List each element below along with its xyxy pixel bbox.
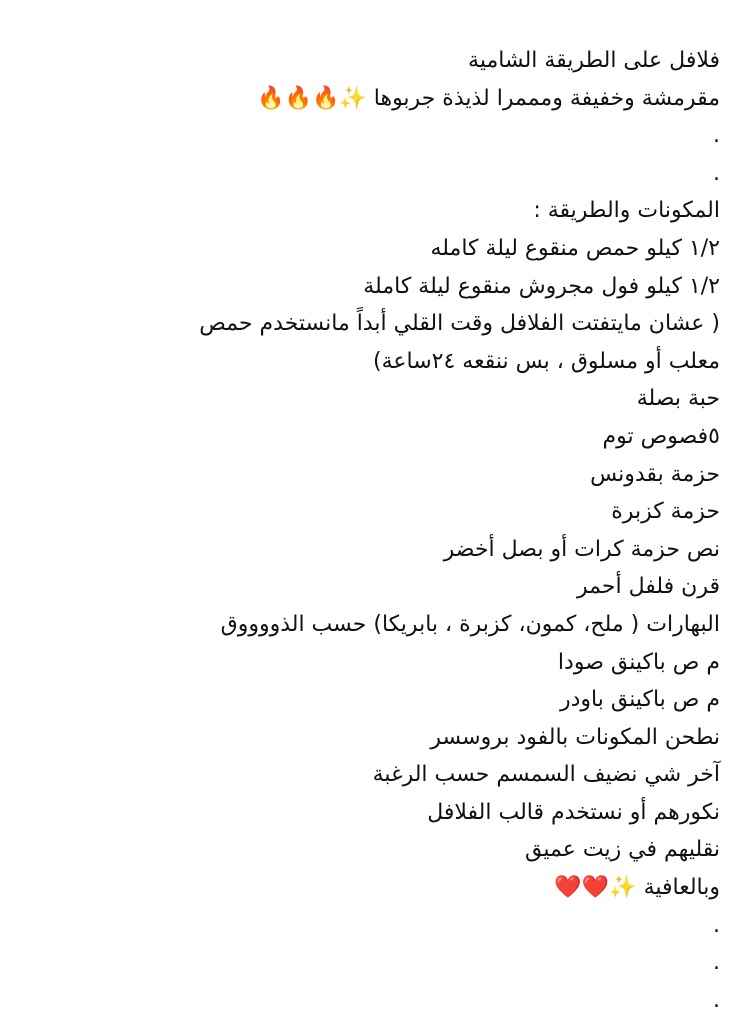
note-line-text: ( عشان مايتفتت الفلافل وقت القلي أبداً مانستخدم حمص: [199, 311, 720, 337]
note-line-text: .: [713, 160, 720, 186]
note-line: [30, 343, 720, 381]
note-line: [30, 719, 720, 757]
note-line: [30, 944, 720, 982]
note-line: [30, 493, 720, 531]
note-line-text: آخر شي نضيف السمسم حسب الرغبة: [372, 762, 720, 788]
note-line: [30, 531, 720, 569]
note-line: [30, 456, 720, 494]
note-line-text: نقليهم في زيت عميق: [525, 837, 720, 863]
note-line-text: ١/٢ كيلو حمص منقوع ليلة كامله: [430, 235, 720, 261]
note-line-text: المكونات والطريقة :: [533, 198, 720, 224]
note-line-text: .: [713, 987, 720, 1013]
note-line-text: نكورهم أو نستخدم قالب الفلافل: [427, 799, 720, 825]
note-line-text: ١/٢ كيلو فول مجروش منقوع ليلة كاملة: [363, 273, 720, 299]
note-line: [30, 380, 720, 418]
note-line: [30, 418, 720, 456]
note-line: [30, 305, 720, 343]
note-line-text: حبة بصلة: [636, 386, 720, 412]
note-line-text: وبالعافية: [643, 875, 720, 901]
note-line: [30, 869, 720, 907]
note-line-text: فلافل على الطريقة الشامية: [468, 48, 720, 73]
note-line-text: معلب أو مسلوق ، بس ننقعه ٢٤ساعة): [373, 348, 720, 374]
heart-emoji-icon: ✨❤️❤️: [554, 875, 637, 901]
note-line-text: م ص باكينق صودا: [557, 649, 720, 675]
note-line: [30, 117, 720, 155]
note-line-text: نص حزمة كرات أو بصل أخضر: [443, 536, 720, 562]
note-line-text: .: [713, 912, 720, 938]
note-line-text: مقرمشة وخفيفة ومممرا لذيذة جربوها: [373, 85, 720, 111]
note-line-text: ٥فصوص توم: [602, 423, 720, 449]
note-line-text: نطحن المكونات بالفود بروسسر: [430, 724, 720, 750]
note-line: [30, 907, 720, 945]
note-line: [30, 982, 720, 1019]
note-line: [30, 192, 720, 230]
note-line-text: حزمة كزبرة: [611, 499, 720, 525]
note-line-text: حزمة بقدونس: [590, 461, 720, 487]
note-line-text: .: [713, 950, 720, 976]
note-line: [30, 568, 720, 606]
note-line: [30, 644, 720, 682]
note-line: [30, 681, 720, 719]
fire-emoji-icon: ✨🔥🔥🔥: [257, 85, 367, 111]
note-line-text: البهارات ( ملح، كمون، كزبرة ، بابريكا) حسب الذووووق: [220, 611, 720, 637]
note-line: [30, 80, 720, 118]
note-line: [30, 268, 720, 306]
note-line: [30, 794, 720, 832]
note-line: [30, 42, 720, 80]
note-line: [30, 756, 720, 794]
note-line-text: .: [713, 123, 720, 149]
note-line-text: م ص باكينق باودر: [560, 687, 720, 713]
note-body: [30, 42, 720, 1019]
note-line: [30, 831, 720, 869]
note-line: [30, 606, 720, 644]
note-line: [30, 155, 720, 193]
note-line-text: قرن فلفل أحمر: [577, 574, 720, 600]
note-line: [30, 230, 720, 268]
